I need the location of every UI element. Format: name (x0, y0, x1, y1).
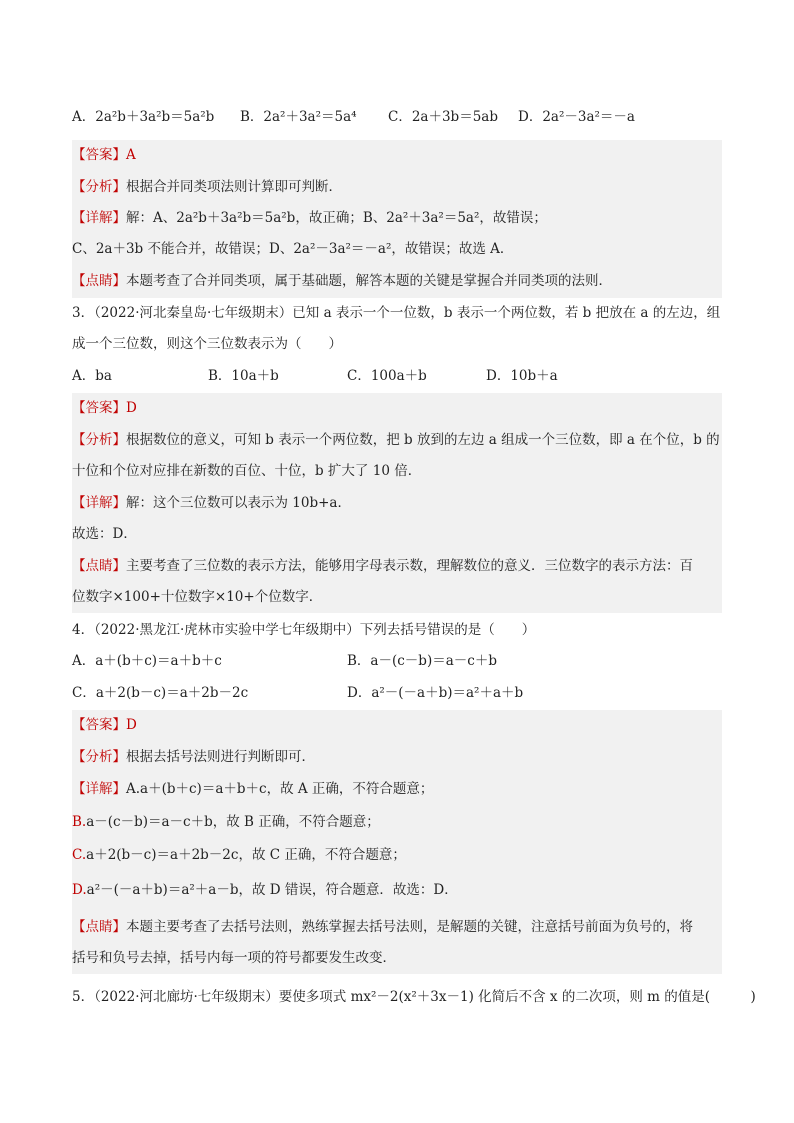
q3-option-b: B．10a＋b (208, 368, 279, 384)
analysis-tag: 【分析】 (72, 179, 126, 195)
q4-option-b: B．a－(c－b)＝a－c＋b (347, 653, 497, 669)
comment-text: 主要考查了三位数的表示方法，能够用字母表示数，理解数位的意义．三位数字的表示方法：百 (126, 558, 693, 574)
q2-comment (72, 271, 722, 291)
q2-analysis (72, 177, 722, 197)
detail-text: 解：A、2a²b＋3a²b＝5a²b，故正确；B、2a²＋3a²＝5a²，故错误； (126, 210, 547, 226)
q3-analysis-1 (72, 430, 722, 450)
analysis-tag: 【分析】 (72, 432, 126, 448)
detail-tag: 【详解】 (72, 210, 126, 226)
q4-option-a: A．a＋(b＋c)＝a＋b＋c (72, 653, 222, 669)
answer-value: D (126, 717, 137, 733)
detail-text: A.a＋(b＋c)＝a＋b＋c，故 A 正确，不符合题意； (126, 781, 434, 797)
q4-comment-2: 括号和负号去掉，括号内每一项的符号都要发生改变． (72, 950, 396, 966)
q3-answer (72, 398, 722, 418)
q4-comment-1 (72, 917, 722, 937)
q2-option-c: C．2a＋3b＝5ab (388, 109, 498, 125)
comment-tag: 【点睛】 (72, 273, 126, 289)
q3-detail (72, 493, 722, 513)
q4-detail-d: D.a²－(－a＋b)＝a²＋a－b，故 D 错误，符合题意．故选：D． (72, 882, 458, 898)
q4-option-c: C．a＋2(b－c)＝a＋2b－2c (72, 685, 249, 701)
q3-comment-1 (72, 556, 722, 576)
detail-tag: 【详解】 (72, 781, 126, 797)
q3-analysis-2: 十位和个位对应排在新数的百位、十位，b 扩大了 10 倍． (72, 463, 422, 479)
comment-text: 本题主要考查了去括号法则，熟练掌握去括号法则，是解题的关键，注意括号前面为负号的，将 (126, 919, 693, 935)
answer-tag: 【答案】 (72, 400, 126, 416)
answer-tag: 【答案】 (72, 717, 126, 733)
q5-stem: 5．（2022·河北廊坊·七年级期末）要使多项式 mx²－2(x²＋3x－1) 化简后不含 x 的二次项，则 m 的值是( ) (72, 989, 756, 1005)
q2-detail-1 (72, 208, 722, 228)
analysis-text: 根据合并同类项法则计算即可判断． (126, 179, 342, 195)
q2-option-a: A．2a²b＋3a²b＝5a²b (72, 109, 215, 125)
q4-detail-c: C.a＋2(b－c)＝a＋2b－2c，故 C 正确，不符合题意； (72, 847, 406, 863)
q2-answer (72, 145, 722, 165)
q4-analysis (72, 747, 722, 767)
detail-text: 解：这个三位数可以表示为 10b+a． (126, 495, 351, 511)
q3-stem-line-1: 3．（2022·河北秦皇岛·七年级期末）已知 a 表示一个一位数，b 表示一个两位数，若 b 把放在 a 的左边，组 (72, 305, 721, 321)
comment-text: 本题考查了合并同类项，属于基础题，解答本题的关键是掌握合并同类项的法则． (126, 273, 612, 289)
q3-option-a: A．ba (72, 368, 112, 384)
q3-option-c: C．100a＋b (347, 368, 427, 384)
comment-tag: 【点睛】 (72, 558, 126, 574)
q2-detail-2: C、2a＋3b 不能合并，故错误；D、2a²－3a²＝－a²，故错误；故选 A． (72, 241, 514, 257)
q2-option-d: D．2a²－3a²＝－a (518, 109, 635, 125)
q4-stem: 4．（2022·黑龙江·虎林市实验中学七年级期中）下列去括号错误的是（ ） (72, 622, 536, 638)
answer-value: D (126, 400, 137, 416)
q3-choose: 故选：D． (72, 526, 137, 542)
answer-tag: 【答案】 (72, 147, 126, 163)
analysis-text: 根据去括号法则进行判断即可． (126, 749, 315, 765)
q4-answer (72, 715, 722, 735)
comment-tag: 【点睛】 (72, 919, 126, 935)
q2-option-b: B．2a²＋3a²＝5a⁴ (240, 109, 357, 125)
analysis-tag: 【分析】 (72, 749, 126, 765)
detail-tag: 【详解】 (72, 495, 126, 511)
q3-option-d: D．10b＋a (486, 368, 558, 384)
q4-detail-a (72, 779, 722, 799)
analysis-text: 根据数位的意义，可知 b 表示一个两位数，把 b 放到的左边 a 组成一个三位数，即 a 在个位，b 的 (126, 432, 720, 448)
q4-option-d: D．a²－(－a＋b)＝a²＋a＋b (347, 685, 524, 701)
answer-value: A (126, 147, 136, 163)
q3-stem-line-2: 成一个三位数，则这个三位数表示为（ ） (72, 336, 342, 352)
q3-comment-2: 位数字×100+十位数字×10+个位数字． (72, 589, 323, 605)
q4-detail-b: B.a－(c－b)＝a－c＋b，故 B 正确，不符合题意； (72, 814, 380, 830)
